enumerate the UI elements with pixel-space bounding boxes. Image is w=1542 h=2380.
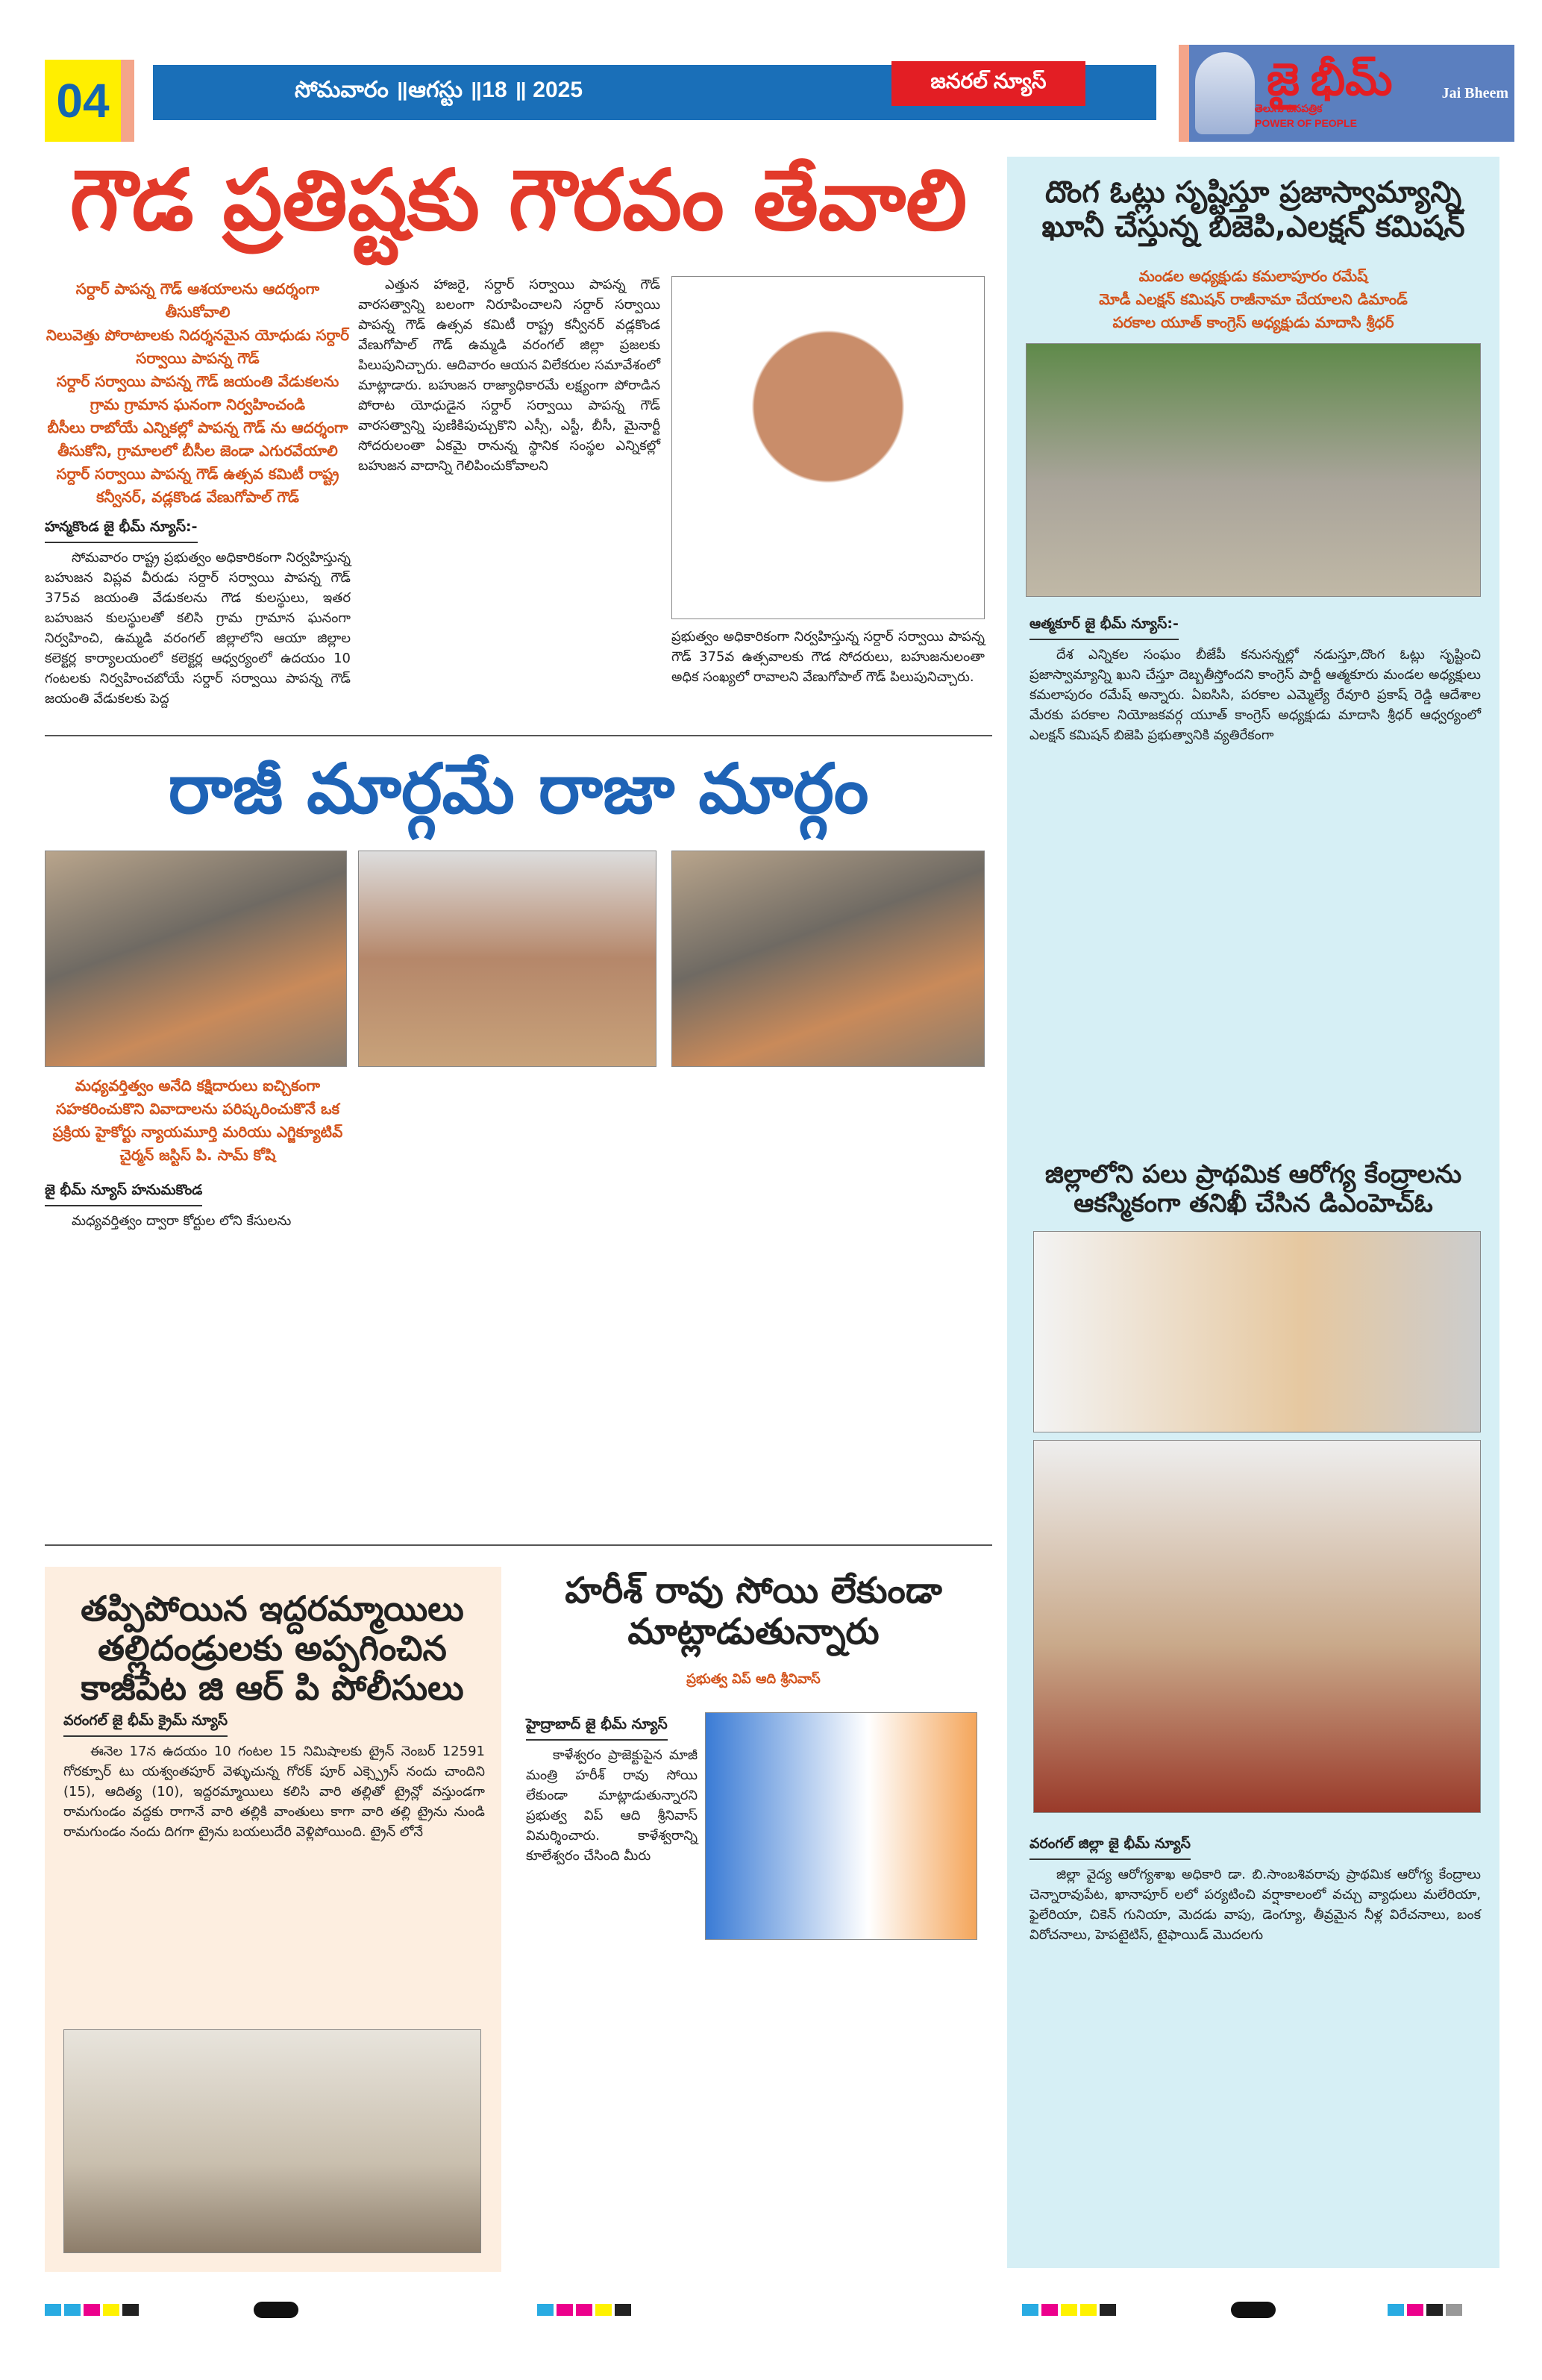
votes-headline: దొంగ ఓట్లు సృష్టిస్తూ ప్రజాస్వామ్యాన్ని ఖూనీ చేస్తున్న బిజెపి,ఎలక్షన్ కమిషన్ [1041, 175, 1465, 244]
registration-mark [1231, 2302, 1276, 2318]
byline: హన్మకొండ జై భీమ్ న్యూస్:- [45, 519, 198, 543]
subhead: మోడీ ఎలక్షన్ కమిషన్ రాజీనామా చేయాలని డిమాండ్ [1099, 290, 1408, 308]
subhead: సర్దార్ సర్వాయి పాపన్న గౌడ్ ఉత్సవ కమిటీ రాష్ట్ర కన్వీనర్, వడ్లకొండ వేణుగోపాల్ గౌడ్ [56, 465, 339, 506]
speaker-photo [671, 851, 985, 1067]
masthead-logo [1179, 45, 1514, 142]
subhead: పరకాల యూత్ కాంగ్రెస్ అధ్యక్షుడు మాదాసి శ్రీధర్ [1112, 313, 1394, 331]
health-headline: జిల్లాలోని పలు ప్రాథమిక ఆరోగ్య కేంద్రాలను ఆకస్మికంగా తనిఖీ చేసిన డిఎంహెచ్ఓ [1044, 1159, 1462, 1219]
event-photo [45, 851, 347, 1067]
inspection-photo [1033, 1440, 1481, 1813]
photo-caption: ప్రభుత్వం అధికారికంగా నిర్వహిస్తున్న సర్దార్ సర్వాయి పాపన్న గౌడ్ 375వ ఉత్సవాలకు గౌడ సోదరులు, బహుజనులంతా అధిక సంఖ్యలో రావాలని వేణుగోపాల్ గౌడ్ పిలుపునిచ్చారు. [671, 629, 985, 685]
lead-subheads [45, 278, 351, 509]
byline: వరంగల్ జిల్లా జై భీమ్ న్యూస్ [1029, 1835, 1191, 1860]
subhead: నిలువెత్తు పోరాటాలకు నిదర్శనమైన యోధుడు సర్దార్ సర్వాయి పాపన్న గౌడ్ [46, 326, 350, 367]
clinic-photo [1033, 1231, 1481, 1432]
article-body: కాళేశ్వరం ప్రాజెక్టుపైన మాజీ మంత్రి హరీశ్ రావు సోయి లేకుండా మాట్లాడుతున్నారని ప్రభుత్వ విప్ ఆది శ్రీనివాస్ విమర్శించారు. కాళేశ్వరాన్ని కూలేశ్వరం చేసింది మీరు [526, 1747, 698, 1864]
mediation-headline: రాజీ మార్గమే రాజా మార్గం [168, 749, 869, 829]
subhead: సర్దార్ సర్వాయి పాపన్న గౌడ్ జయంతి వేడుకలను గ్రామ గ్రామాన ఘనంగా నిర్వహించండి [56, 372, 339, 413]
article-body: దేశ ఎన్నికల సంఘం బీజేపీ కనుసన్నల్లో నడుస్తూ,దొంగ ఓట్లు సృష్టించి ప్రజాస్వామ్యాన్ని ఖుని చేస్తూ దెబ్బతీస్తోందని కాంగ్రెస్ పార్టీ ఆత్మకూరు మండల అధ్యక్షులు కమలాపురం రమేష్ అన్నారు. ఏఐసిసి, పరకాల ఎమ్మెల్యే రేవూరి ప్రకాష్ రెడ్డి ఆదేశాల మేరకు పరకాల నియోజకవర్గ యూత్ కాంగ్రెస్ అధ్యక్షుడు మాదాసి శ్రీధర్ ఆధ్వర్యంలో ఎలక్షన్ కమిషన్ బిజెపి ప్రభుత్వానికి వ్యతిరేకంగా [1029, 647, 1481, 743]
article-body: జిల్లా వైద్య ఆరోగ్యశాఖ అధికారి డా. బి.సాంబశివరావు ప్రాథమిక ఆరోగ్య కేంద్రాలు చెన్నారావుపేట, ఖానాపూర్ లలో పర్యటించి వర్షాకాలంలో వచ్చు వ్యాధులు మలేరియా, ఫైలేరియా, చికెన్ గునియా, మెదడు వాపు, డెంగ్యూ, తీవ్రమైన నీళ్ల విరేచనాలు, బంక విరోచనాలు, హెపటైటిస్, టైఫాయిడ్ మొదలగు [1029, 1867, 1481, 1943]
section-label: జనరల్ న్యూస్ [891, 61, 1085, 106]
article-body: సోమవారం రాష్ట్ర ప్రభుత్వం అధికారికంగా నిర్వహిస్తున్న బహుజన విప్లవ వీరుడు సర్దార్ సర్వాయి పాపన్న గౌడ్ 375వ జయంతి వేడుకలను గౌడ కులస్థులు, ఇతర బహుజన కులస్థులతో కలిసి గ్రామ గ్రామాన ఘనంగా నిర్వహించి, ఉమ్మడి వరంగల్ జిల్లాలోని ఆయా జిల్లాల కలెక్టర్ల కార్యాలయంలో కలెక్టర్ల ఆధ్వర్యంలో ఉదయం 10 గంటలకు నిర్వహించబోయే సర్దార్ సర్వాయి పాపన్న గౌడ్ జయంతి వేడుకలకు పెద్ద [45, 550, 351, 707]
issue-date: సోమవారం ॥ఆగస్టు ॥18 ॥ 2025 [295, 77, 583, 102]
police-photo [63, 2029, 481, 2253]
logo-english: Jai Bheem [1441, 84, 1508, 101]
color-registration-strip [45, 2304, 142, 2319]
color-registration-strip [1022, 2304, 1119, 2319]
byline: వరంగల్ జై భీమ్ క్రైమ్ న్యూస్ [63, 1712, 228, 1737]
color-registration-strip [537, 2304, 634, 2319]
subhead: బీసీలు రాబోయే ఎన్నికల్లో పాపన్న గౌడ్ ను ఆదర్శంగా తీసుకోని, గ్రామాలలో బీసీల జెండా ఎగురవేయాలి [47, 419, 348, 460]
logo-tagline: తెలుగు దినపత్రిక [1255, 102, 1323, 114]
page-number: 04 [45, 60, 134, 142]
mediation-subhead: మధ్యవర్తిత్వం అనేది కక్షిదారులు ఐచ్చికంగా సహకరించుకొని వివాదాలను పరిష్కరించుకొనే ఒక ప్రక్రియ హైకోర్టు న్యాయమూర్తి మరియు ఎగ్జిక్యూటివ్ చైర్మన్ జస్టిస్ పి. సామ్ కోషి [52, 1077, 343, 1164]
subhead: సర్దార్ పాపన్న గౌడ్ ఆశయాలను ఆదర్శంగా తీసుకోవాలి [75, 280, 320, 321]
ambedkar-portrait [1195, 52, 1255, 134]
article-body: మధ్యవర్తిత్వం ద్వారా కోర్టుల లోని కేసులను [72, 1213, 292, 1229]
subhead: మండల అధ్యక్షుడు కమలాపూరం రమేష్ [1138, 267, 1368, 285]
byline: జై భీమ్ న్యూస్ హనుమకొండ [45, 1182, 202, 1206]
byline: హైద్రాబాద్ జై భీమ్ న్యూస్ [526, 1716, 668, 1741]
minister-photo [705, 1712, 977, 1940]
lead-headline: గౌడ ప్రతిష్టకు గౌరవం తేవాలి [69, 152, 968, 249]
article-body: ఎత్తున హాజరై, సర్దార్ సర్వాయి పాపన్న గౌడ్ వారసత్వాన్ని బలంగా నిరూపించాలని సర్దార్ సర్వాయి పాపన్న గౌడ్ ఉత్సవ కమిటీ రాష్ట్ర కన్వీనర్ వడ్లకొండ వేణుగోపాల్ గౌడ్ ఉమ్మడి వరంగల్ జిల్లా ప్రజలకు పిలుపునిచ్చారు. ఆదివారం ఆయన విలేకరుల సమావేశంలో మాట్లాడారు. బహుజన రాజ్యాధికారమే లక్ష్యంగా పోరాడిన పోరాట యోధుడైన సర్దార్ సర్వాయి పాపన్న గౌడ్ వారసత్వాన్ని పుణికిపుచ్చుకొని ఎస్సీ, ఎస్టీ, బీసీ, మైనార్టీ సోదరులంతా ఏకమై రానున్న స్థానిక సంస్థల ఎన్నికల్లో బహుజన వాదాన్ని గెలిపించుకోవాలని [358, 277, 660, 474]
logo-name: జై భీమ్ [1267, 55, 1393, 104]
protest-photo [1026, 343, 1481, 597]
harish-subhead: ప్రభుత్వ విప్ ఆది శ్రీనివాస్ [686, 1671, 821, 1687]
logo-slogan: POWER OF PEOPLE [1255, 117, 1357, 129]
article-body: ఈనెల 17న ఉదయం 10 గంటల 15 నిమిషాలకు ట్రైన్ నెంబర్ 12591 గోరక్పూర్ టు యశ్వంతపూర్ వెళ్ళుచున్న గోరక్ పూర్ ఎక్స్ప్రెస్ నందు చాందిని (15), ఆదిత్య (10), ఇద్దరమ్మాయిలు కలిసి వారి తల్లితో ట్రైన్లో వస్తుండగా రామగుండం వద్దకు రాగానే వారి తల్లికి వాంతులు కాగా వారి తల్లి ట్రైను నుండి రామగుండం నందు దిగగా ట్రైను బయలుదేరి వెళ్లిపోయింది. ట్రైన్ లోనే [63, 1744, 485, 1840]
audience-photo [358, 851, 656, 1067]
registration-mark [254, 2302, 298, 2318]
police-headline: తప్పిపోయిన ఇద్దరమ్మాయిలు తల్లిదండ్రులకు అప్పగించిన కాజీపేట జి ఆర్ పి పోలీసులు [81, 1588, 464, 1708]
byline: ఆత్మకూర్ జై భీమ్ న్యూస్:- [1029, 616, 1179, 640]
portrait-photo [671, 276, 985, 619]
harish-headline: హరీశ్ రావు సోయి లేకుండా మాట్లాడుతున్నారు [565, 1570, 942, 1653]
color-registration-strip [1388, 2304, 1465, 2319]
